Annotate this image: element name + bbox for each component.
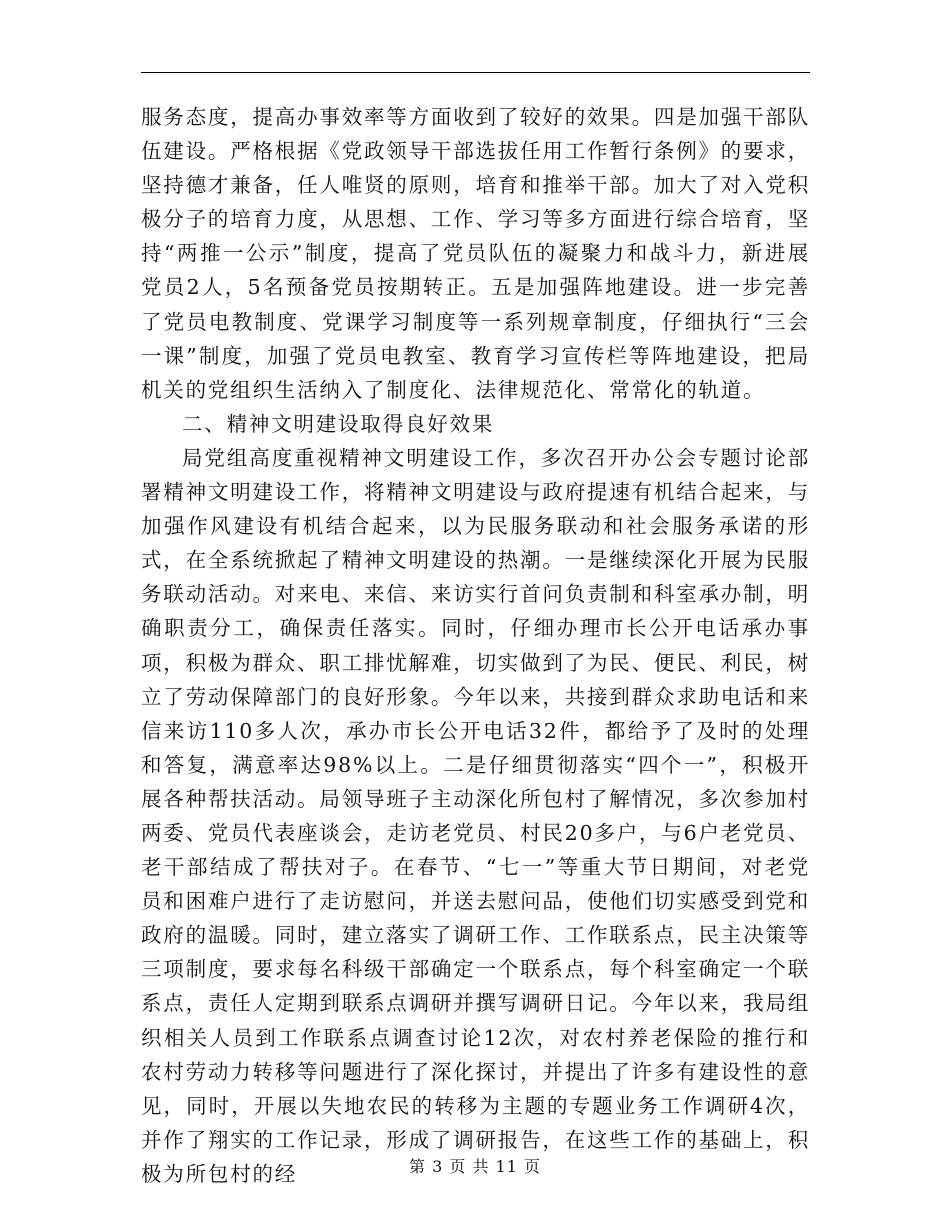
document-body	[141, 100, 810, 1191]
paragraph-party-building: 服务态度，提高办事效率等方面收到了较好的效果。四是加强干部队伍建设。严格根据《党政领导干部选拔任用工作暂行条例》的要求，坚持德才兼备，任人唯贤的原则，培育和推举干部。加大了对入党积极分子的培育力度，从思想、工作、学习等多方面进行综合培育，坚持“两推一公示”制度，提高了党员队伍的凝聚力和战斗力，新进展党员2人，5名预备党员按期转正。五是加强阵地建设。进一步完善了党员电教制度、党课学习制度等一系列规章制度，仔细执行“三会一课”制度，加强了党员电教室、教育学习宣传栏等阵地建设，把局机关的党组织生活纳入了制度化、法律规范化、常常化的轨道。	[141, 105, 810, 402]
header-rule	[141, 72, 810, 73]
page-number-footer: 第 3 页 共 11 页	[409, 1157, 541, 1176]
paragraph-spiritual-civilization: 局党组高度重视精神文明建设工作，多次召开办公会专题讨论部署精神文明建设工作，将精神文明建设与政府提速有机结合起来，与加强作风建设有机结合起来，以为民服务联动和社会服务承诺的形式，在全系统掀起了精神文明建设的热潮。一是继续深化开展为民服务联动活动。对来电、来信、来访实行首问负责制和科室承办制，明确职责分工，确保责任落实。同时，仔细办理市长公开电话承办事项，积极为群众、职工排忧解难，切实做到了为民、便民、利民，树立了劳动保障部门的良好形象。今年以来，共接到群众求助电话和来信来访110多人次，承办市长公开电话32件，都给予了及时的处理和答复，满意率达98%以上。二是仔细贯彻落实“四个一”，积极开展各种帮扶活动。局领导班子主动深化所包村了解情况，多次参加村两委、党员代表座谈会，走访老党员、村民20多户，与6户老党员、老干部结成了帮扶对子。在春节、“七一”等重大节日期间，对老党员和困难户进行了走访慰问，并送去慰问品，使他们切实感受到党和政府的温暖。同时，建立落实了调研工作、工作联系点，民主决策等三项制度，要求每名科级干部确定一个联系点，每个科室确定一个联系点，责任人定期到联系点调研并撰写调研日记。今年以来，我局组织相关人员到工作联系点调查讨论12次，对农村养老保险的推行和农村劳动力转移等问题进行了深化探讨，并提出了许多有建设性的意见，同时，开展以失地农民的转移为主题的专题业务工作调研4次，并作了翔实的工作记录，形成了调研报告，在这些工作的基础上，积极为所包村的经	[141, 445, 810, 1186]
section-heading-spiritual-civilization: 二、精神文明建设取得良好效果	[182, 411, 495, 436]
